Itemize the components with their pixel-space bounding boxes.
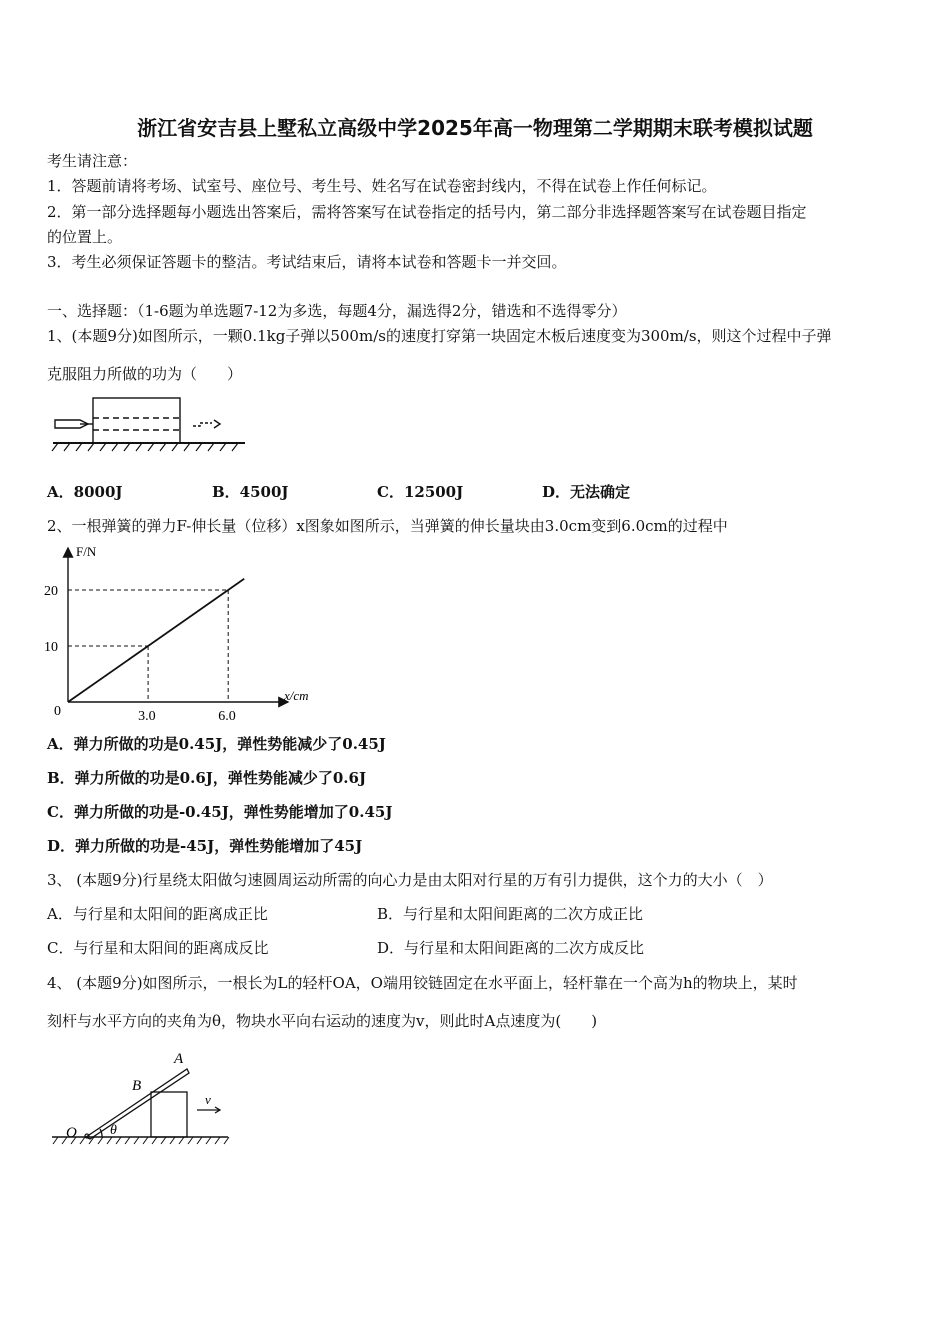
section-heading: 一、选择题：（1-6题为单选题7-12为多选，每题4分，漏选得2分，错选和不选得零分） xyxy=(47,302,627,320)
y-tick-label: 20 xyxy=(44,584,58,599)
notice-item: 的位置上。 xyxy=(47,228,123,246)
option-a: A．与行星和太阳间的距离成正比 xyxy=(47,905,268,923)
exit-bullet-shape xyxy=(193,423,212,426)
force-extension-chart xyxy=(40,540,330,730)
bullet-board-figure xyxy=(50,393,250,455)
x-tick-label: 3.0 xyxy=(138,709,156,724)
q4-stem-line2: 刻杆与水平方向的夹角为θ，物块水平向右运动的速度为v，则此时A点速度为( ) xyxy=(47,1012,598,1030)
notice-heading: 考生请注意： xyxy=(47,152,138,170)
x-axis-label: x/cm xyxy=(284,688,309,703)
y-tick-label: 10 xyxy=(44,640,58,655)
notice-item: 1．答题前请将考场、试室号、座位号、考生号、姓名写在试卷密封线内，不得在试卷上作任何标记。 xyxy=(47,177,717,195)
q4-stem-line1: 4、 (本题9分)如图所示，一根长为L的轻杆OA，O端用铰链固定在水平面上，轻杆靠在一个高为h的物块上，某时 xyxy=(47,974,798,992)
notice-item: 3．考生必须保证答题卡的整洁。考试结束后，请将本试卷和答题卡一并交回。 xyxy=(47,253,567,271)
angle-arc xyxy=(100,1129,102,1137)
q2-stem: 2、一根弹簧的弹力F-伸长量（位移）x图象如图所示，当弹簧的伸长量块由3.0cm变到6.0cm的过程中 xyxy=(47,517,728,535)
option-a: A．弹力所做的功是0.45J，弹性势能减少了0.45J xyxy=(47,735,386,753)
theta-label: θ xyxy=(110,1123,117,1138)
point-o-label: O xyxy=(66,1125,77,1141)
q1-stem-line1: 1、(本题9分)如图所示，一颗0.1kg子弹以500m/s的速度打穿第一块固定木板后速度变为300m/s，则这个过程中子弹 xyxy=(47,327,832,345)
q1-stem-line2: 克服阻力所做的功为（ ） xyxy=(47,365,243,383)
q3-stem: 3、 (本题9分)行星绕太阳做匀速圆周运动所需的向心力是由太阳对行星的万有引力提供，这个力的大小（ ） xyxy=(47,871,773,889)
rod-block-figure xyxy=(50,1045,240,1150)
velocity-label: v xyxy=(205,1092,211,1107)
option-c: C．12500J xyxy=(377,483,464,501)
option-b: B．4500J xyxy=(212,483,289,501)
point-b-label: B xyxy=(132,1078,142,1094)
option-b: B．弹力所做的功是0.6J，弹性势能减少了0.6J xyxy=(47,769,367,787)
option-d: D．弹力所做的功是-45J，弹性势能增加了45J xyxy=(47,837,363,855)
point-a-label: A xyxy=(174,1051,184,1067)
option-a: A．8000J xyxy=(47,483,123,501)
option-b: B．与行星和太阳间距离的二次方成正比 xyxy=(377,905,644,923)
option-d: D．与行星和太阳间距离的二次方成反比 xyxy=(377,939,645,957)
x-tick-label: 6.0 xyxy=(218,709,236,724)
force-series-line xyxy=(68,579,244,702)
option-c: C．弹力所做的功是-0.45J，弹性势能增加了0.45J xyxy=(47,803,393,821)
notice-item: 2．第一部分选择题每小题选出答案后，需将答案写在试卷指定的括号内，第二部分非选择题答案写在试卷题目指定 xyxy=(47,203,807,221)
exam-title: 浙江省安吉县上墅私立高级中学2025年高一物理第二学期期末联考模拟试题 xyxy=(137,116,813,140)
y-axis-label: F/N xyxy=(76,544,97,559)
origin-label: 0 xyxy=(54,704,61,719)
option-c: C．与行星和太阳间的距离成反比 xyxy=(47,939,269,957)
wooden-board xyxy=(93,398,180,443)
option-d: D．无法确定 xyxy=(542,483,631,501)
block xyxy=(151,1092,187,1137)
